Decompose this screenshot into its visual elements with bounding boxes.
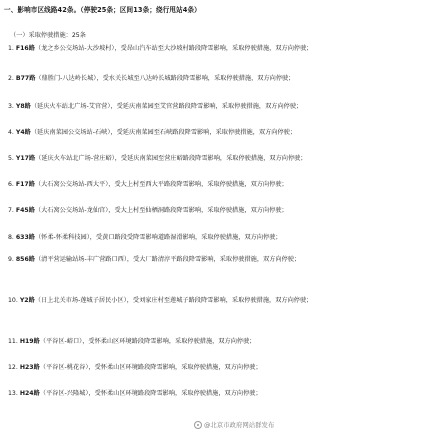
list-item [8, 361, 434, 374]
item-number: 4. [8, 129, 14, 136]
item-text: （龙之乡公交场站-大沙坡村），受昂山汽车站至大沙坡村路段降雪影响，采取停驶措施，双方向停驶； [34, 45, 313, 52]
item-text: （大石窝公交场站-龙仙宫），受大上村至仙栖洞路段降雪影响，采取停驶措施，双方向停驶； [34, 207, 288, 214]
list-item [8, 178, 434, 191]
item-text: （怀柔-怀柔科技园），受黄口路段受降雪影响道路湿滑影响，采取停驶措施，双方向停驶； [34, 234, 282, 241]
route-name: Y8路 [15, 103, 31, 110]
weibo-logo-icon [194, 421, 202, 429]
route-name: F17路 [15, 181, 35, 188]
item-number: 8. [8, 234, 14, 241]
list-item [8, 126, 434, 139]
item-number: 1. [8, 45, 14, 52]
route-name: H19路 [19, 338, 40, 345]
route-name: 856路 [15, 256, 35, 263]
list-item [8, 72, 434, 85]
route-name: F45路 [15, 207, 35, 214]
item-number: 2. [8, 75, 14, 82]
item-text: （鼎胜门-八达岭长城），受水关长城至八达岭长城路段降雪影响，采取停驶措施，双方向停驶； [35, 75, 295, 82]
item-number: 7. [8, 207, 14, 214]
item-number: 5. [8, 155, 14, 162]
list-item [8, 42, 434, 55]
list-item [8, 335, 434, 348]
route-name: Y17路 [15, 155, 36, 162]
item-number: 9. [8, 256, 14, 263]
list-item [8, 152, 434, 165]
item-text: （平谷区-兴隆城），受怀柔山区环境路段降雪影响，采取停驶措施，双方向停驶； [39, 390, 262, 397]
route-name: H23路 [19, 364, 40, 371]
subsection-heading: （一）采取停驶措施：25条 [10, 32, 86, 39]
route-name: 633路 [15, 234, 35, 241]
item-text: （平谷区-峪口），受怀柔山区环境路段降雪影响，采取停驶措施，双方向停驶； [39, 338, 256, 345]
list-item [8, 294, 434, 307]
list-item [8, 100, 434, 113]
item-text: （平谷区-桃花谷），受怀柔山区环境路段降雪影响，采取停驶措施，双方向停驶； [39, 364, 262, 371]
route-name: Y4路 [15, 129, 31, 136]
route-name: F16路 [15, 45, 35, 52]
list-item [8, 253, 434, 266]
item-number: 6. [8, 181, 14, 188]
list-item [8, 387, 434, 400]
item-number: 3. [8, 103, 14, 110]
item-text: （延庆火车站北广场-营庄峪），受延庆南菜园至营庄峪路段降雪影响，采取停驶措施，双方向停驶； [35, 155, 307, 162]
route-name: H24路 [19, 390, 40, 397]
watermark [194, 420, 274, 429]
item-text: （延庆南菜园公交场站-石峡），受延庆南菜园至石峡路段降雪影响，采取停驶措施，双方向停驶； [30, 129, 297, 136]
route-name: Y2路 [19, 297, 35, 304]
item-text: （大石窝公交场站-西大平），受大上村至西大平路段降雪影响，采取停驶措施，双方向停驶； [34, 181, 288, 188]
item-number: 10. [8, 297, 18, 304]
item-text: （清平营运输站场-丰广营路口西），受大厂路清淳平路段降雪影响，采取停驶措施，双方向停驶； [34, 256, 301, 263]
item-number: 13. [8, 390, 18, 397]
item-text: （延庆火车站北广场-艾官营），受延庆南菜园至艾官营路段降雪影响，采取停驶措施，双方向停驶； [30, 103, 303, 110]
list-item [8, 231, 434, 244]
item-number: 12. [8, 364, 18, 371]
item-text: （日上北关市场-莲城子居民小区），受刘家庄村至莲城子路段降雪影响，采取停驶措施，双方向停驶； [34, 297, 313, 304]
section-heading: 一、影响市区线路42条。（停驶25条；区间13条；绕行甩站4条） [4, 6, 201, 14]
item-number: 11. [8, 338, 18, 345]
route-name: B77路 [15, 75, 36, 82]
list-item [8, 204, 434, 217]
watermark-text: @北京市政府网站群发布 [204, 421, 275, 429]
